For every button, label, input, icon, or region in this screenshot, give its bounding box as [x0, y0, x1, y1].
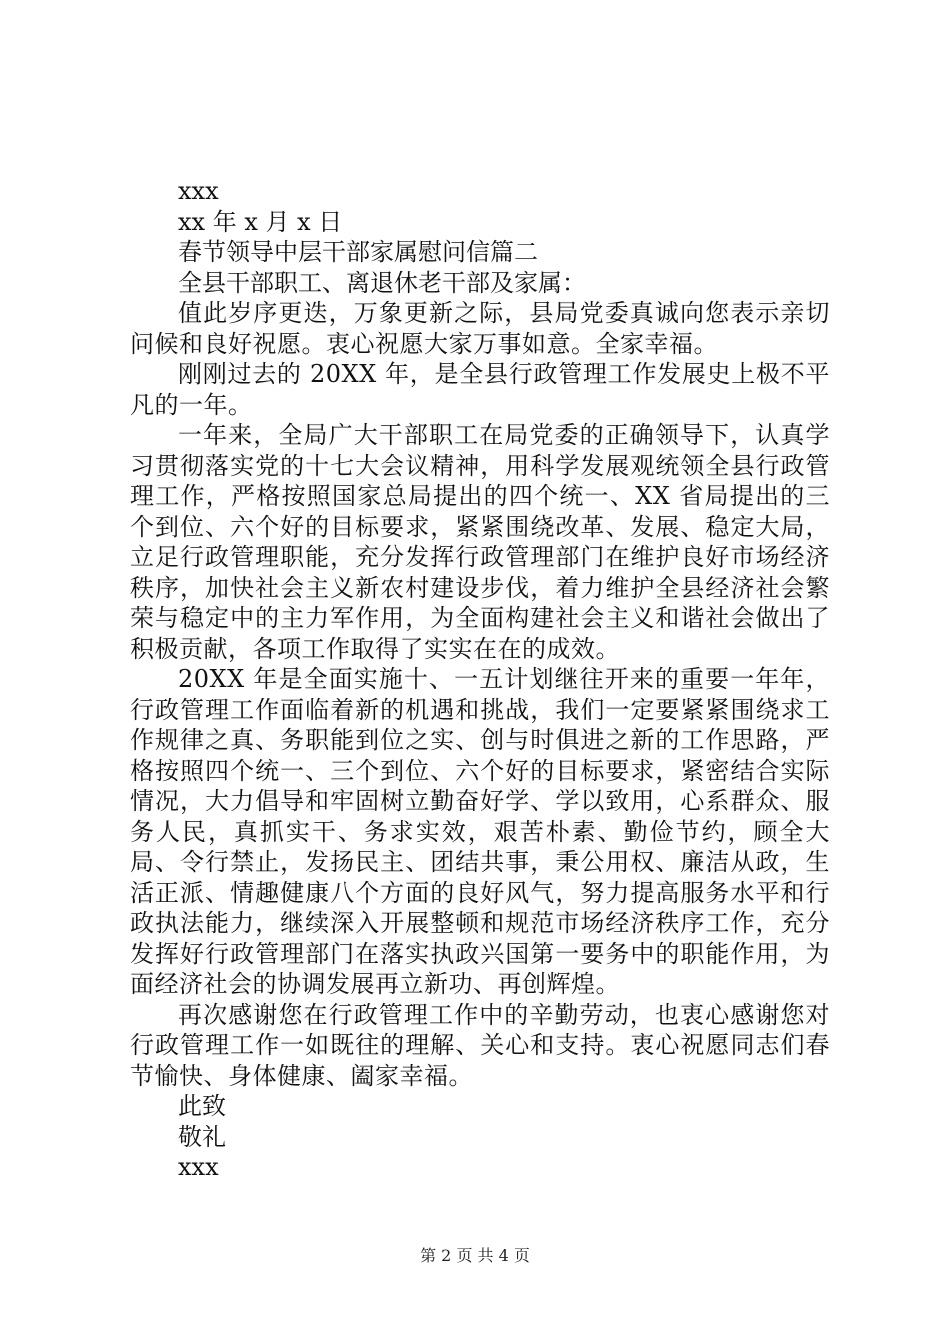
paragraph-achievements: 一年来，全局广大干部职工在局党委的正确领导下，认真学习贯彻落实党的十七大会议精神，用科学发展观统领全县行政管理工作，严格按照国家总局提出的四个统一、XX 省局提出的三个到位、六个好的目标要求，紧紧围绕改革、发展、稳定大局，立足行政管理职能，充分发挥行政管理部门在维护良好市场经济秩序，加快社会主义新农村建设步伐，着力维护全县经济社会繁荣与稳定中的主力军作用，为全面构建社会主义和谐社会做出了积极贡献，各项工作取得了实实在在的成效。 — [130, 421, 830, 663]
letter-date: xx 年 x 月 x 日 — [178, 207, 343, 236]
page-number-footer: 第 2 页 共 4 页 — [420, 1246, 530, 1265]
closing-line-2: 敬礼 — [178, 1122, 226, 1151]
letter-content — [130, 176, 830, 1183]
signature: xxx — [178, 1153, 219, 1181]
paragraph-past-year: 刚刚过去的 20XX 年，是全县行政管理工作发展史上极不平凡的一年。 — [130, 360, 830, 419]
closing-line-1: 此致 — [178, 1092, 226, 1120]
paragraph-new-year-goals: 20XX 年是全面实施十、一五计划继往开来的重要一年年，行政管理工作面临着新的机遇和挑战，我们一定要紧紧围绕求工作规律之真、务职能到位之实、创与时俱进之新的工作思路，严格按照四个统一、三个到位、六个好的目标要求，紧密结合实际情况，大力倡导和牢固树立勤奋好学、学以致用，心系群众、服务人民，真抓实干、务求实效，艰苦朴素、勤俭节约，顾全大局、令行禁止，发扬民主、团结共事，秉公用权、廉洁从政，生活正派、情趣健康八个方面的良好风气，努力提高服务水平和行政执法能力，继续深入开展整顿和规范市场经济秩序工作，充分发挥好行政管理部门在落实执政兴国第一要务中的职能作用，为面经济社会的协调发展再立新功、再创辉煌。 — [130, 665, 830, 998]
paragraph-thanks: 再次感谢您在行政管理工作中的辛勤劳动，也衷心感谢您对行政管理工作一如既往的理解、关心和支持。衷心祝愿同志们春节愉快、身体健康、阖家幸福。 — [130, 1000, 830, 1090]
salutation: 全县干部职工、离退休老干部及家属： — [178, 268, 586, 297]
paragraph-greeting: 值此岁序更迭，万象更新之际，县局党委真诚向您表示亲切问候和良好祝愿。衷心祝愿大家万事如意。全家幸福。 — [130, 299, 830, 358]
letter-title: 春节领导中层干部家属慰问信篇二 — [178, 238, 538, 266]
sender-top: xxx — [178, 177, 219, 205]
